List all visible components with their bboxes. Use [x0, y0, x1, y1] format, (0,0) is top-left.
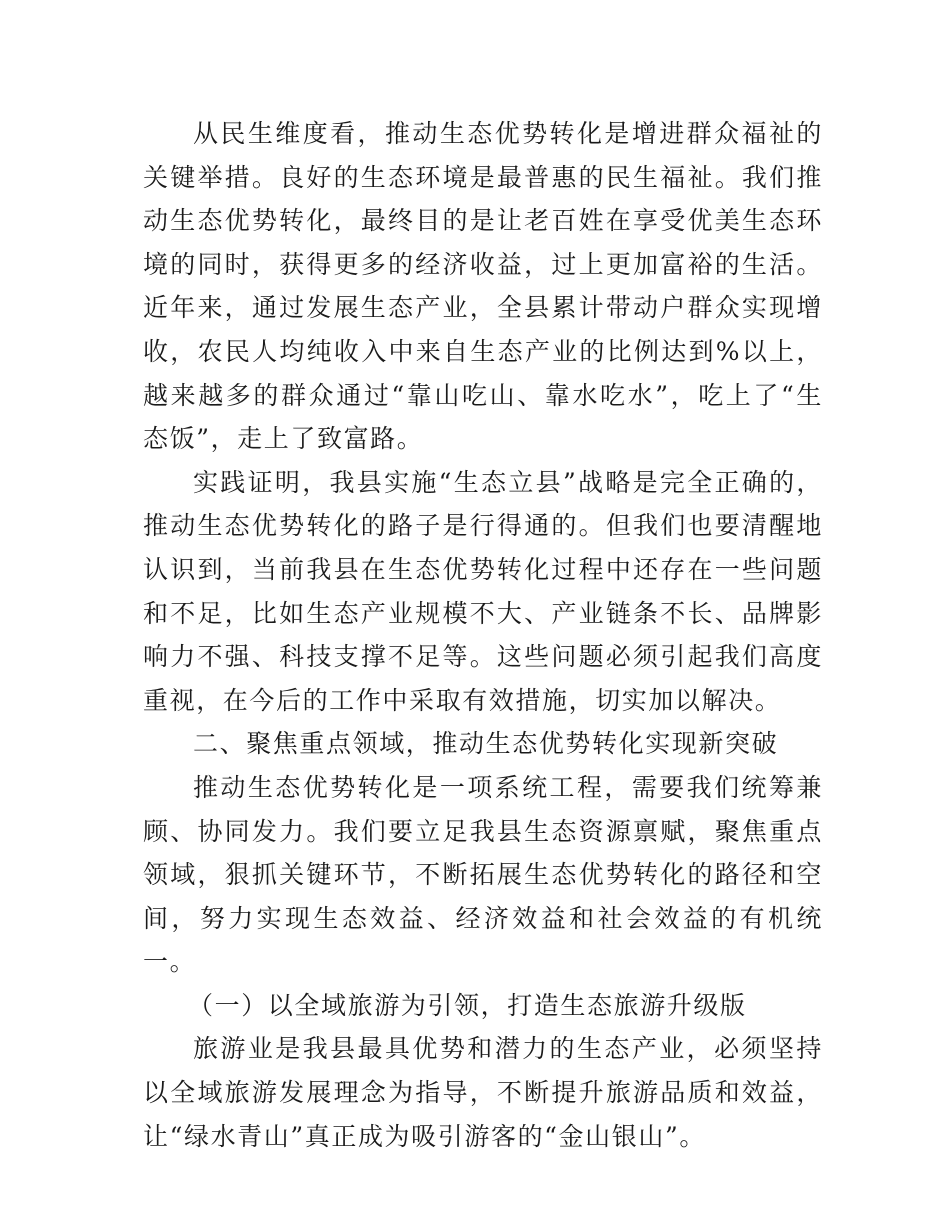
subsection-heading-1: （一）以全域旅游为引领，打造生态旅游升级版: [188, 990, 747, 1020]
paragraph-practice-proves: 实践证明，我县实施“生态立县”战略是完全正确的，推动生态优势转化的路子是行得通的。但我们也要清醒地认识到，当前我县在生态优势转化过程中还存在一些问题和不足，比如生态产业规模不大、产业链条不长、品牌影响力不强、科技支撑不足等。这些问题必须引起我们高度重视，在今后的工作中采取有效措施，切实加以解决。: [143, 467, 823, 715]
document-body: [143, 112, 823, 1158]
paragraph-livelihood: 从民生维度看，推动生态优势转化是增进群众福祉的关键举措。良好的生态环境是最普惠的民生福祉。我们推动生态优势转化，最终目的是让老百姓在享受优美生态环境的同时，获得更多的经济收益，过上更加富裕的生活。近年来，通过发展生态产业，全县累计带动户群众实现增收，农民人均纯收入中来自生态产业的比例达到%以上，越来越多的群众通过“靠山吃山、靠水吃水”，吃上了“生态饭”，走上了致富路。: [143, 119, 823, 454]
section-heading-2: 二、聚焦重点领域，推动生态优势转化实现新突破: [193, 729, 779, 759]
paragraph-system-project: 推动生态优势转化是一项系统工程，需要我们统筹兼顾、协同发力。我们要立足我县生态资源禀赋，聚焦重点领域，狠抓关键环节，不断拓展生态优势转化的路径和空间，努力实现生态效益、经济效益和社会效益的有机统一。: [143, 772, 823, 977]
paragraph-tourism: 旅游业是我县最具优势和潜力的生态产业，必须坚持以全域旅游发展理念为指导，不断提升旅游品质和效益，让“绿水青山”真正成为吸引游客的“金山银山”。: [143, 1034, 823, 1151]
